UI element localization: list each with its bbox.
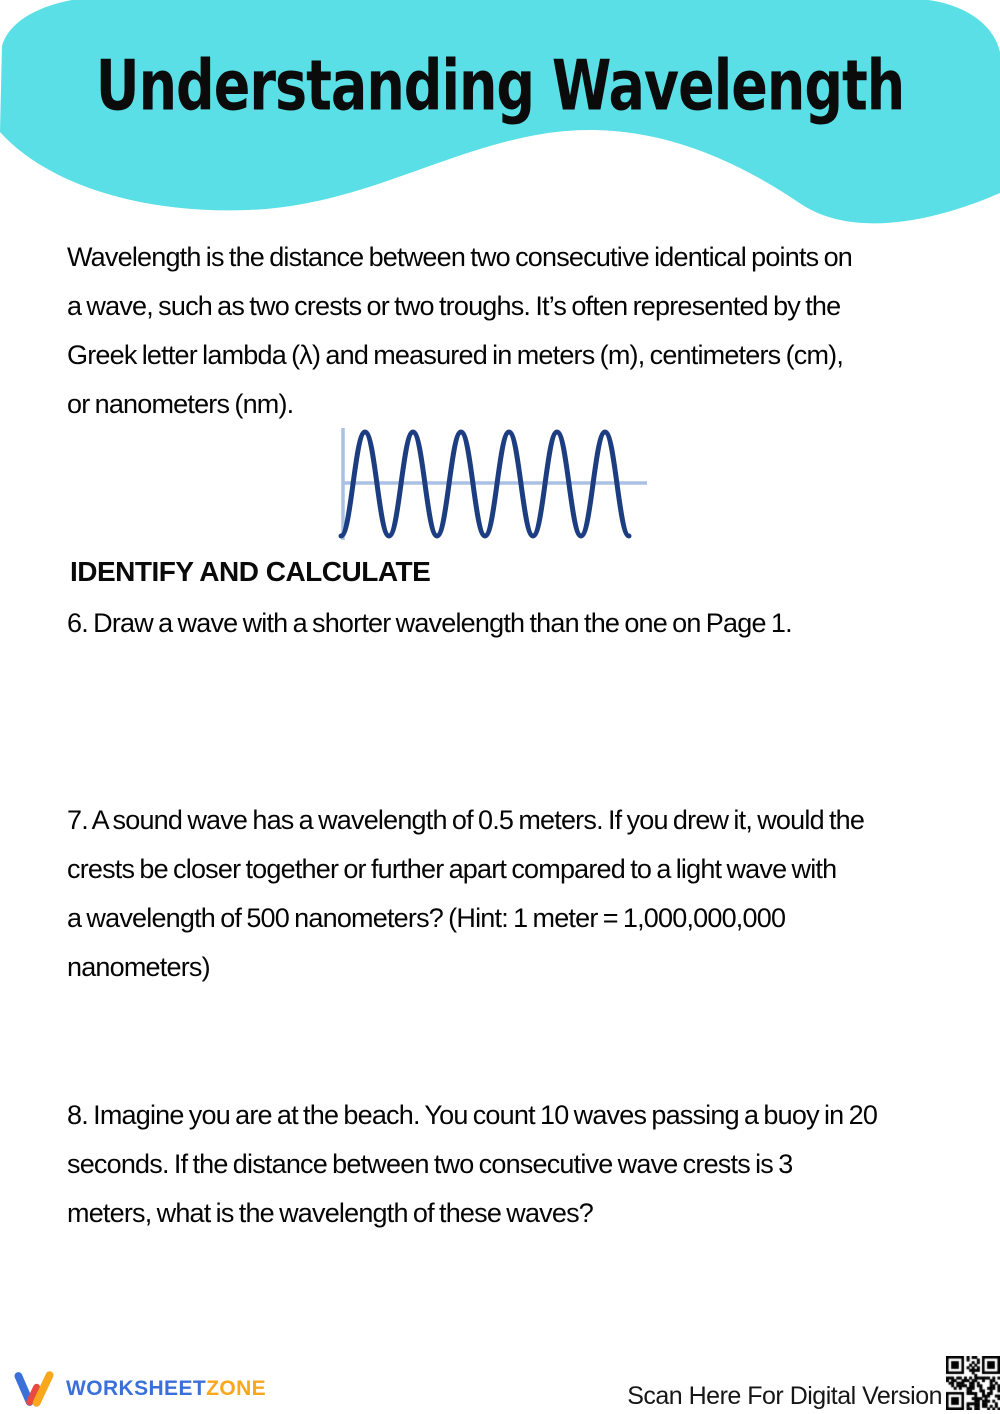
wave-diagram (335, 424, 650, 546)
question-line: 6. Draw a wave with a shorter wavelength than the one on Page 1. (67, 608, 792, 638)
page-title: Understanding Wavelength (95, 45, 905, 127)
question-line: crests be closer together or further apart compared to a light wave with (67, 854, 837, 884)
logo-text-worksheet: WORKSHEET (66, 1377, 207, 1400)
question-line: 8. Imagine you are at the beach. You count 10 waves passing a buoy in 20 (67, 1100, 878, 1130)
worksheetzone-logo (8, 1366, 328, 1412)
intro-line: Wavelength is the distance between two consecutive identical points on (67, 242, 853, 272)
question-7 (67, 796, 864, 992)
question-line: seconds. If the distance between two consecutive wave crests is 3 (67, 1149, 793, 1179)
logo-text (66, 1377, 266, 1401)
question-line: a wavelength of 500 nanometers? (Hint: 1 meter = 1,000,000,000 (67, 903, 786, 933)
question-6 (67, 599, 792, 648)
qr-code (946, 1356, 1000, 1410)
question-line: 7. A sound wave has a wavelength of 0.5 meters. If you drew it, would the (67, 805, 865, 835)
intro-paragraph (67, 233, 852, 429)
logo-text-zone: ZONE (206, 1377, 267, 1400)
question-8 (67, 1091, 877, 1238)
scan-instruction: Scan Here For Digital Version (627, 1382, 942, 1410)
intro-line: Greek letter lambda (λ) and measured in meters (m), centimeters (cm), (67, 340, 844, 370)
intro-line: a wave, such as two crests or two troughs. It’s often represented by the (67, 291, 841, 321)
question-line: nanometers) (67, 952, 210, 982)
section-heading: IDENTIFY AND CALCULATE (70, 556, 431, 587)
intro-line: or nanometers (nm). (67, 389, 294, 419)
question-line: meters, what is the wavelength of these waves? (67, 1198, 594, 1228)
logo-w-icon (8, 1367, 60, 1411)
